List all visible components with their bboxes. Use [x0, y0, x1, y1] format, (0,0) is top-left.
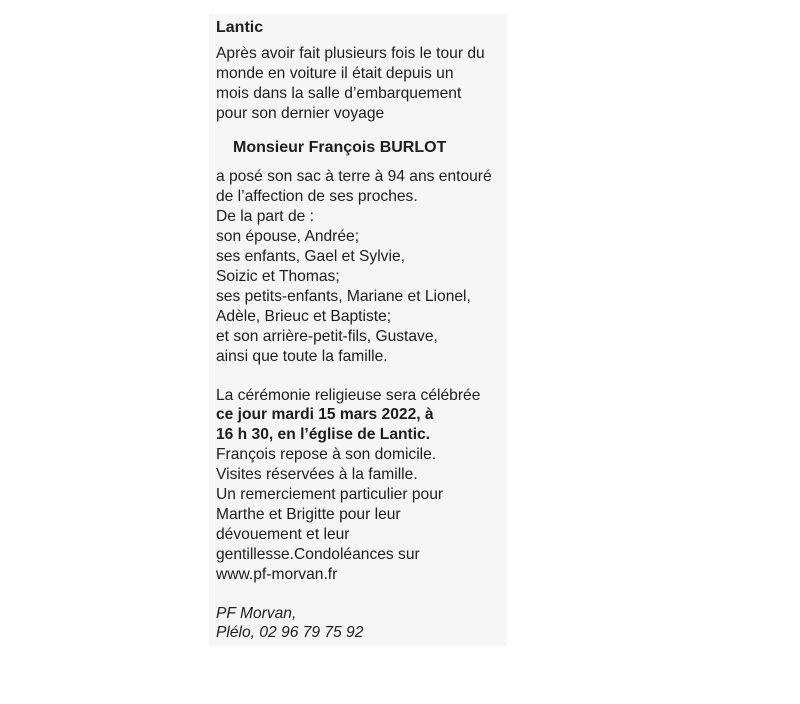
family-line: son épouse, Andrée;: [216, 228, 360, 246]
ceremony-intro: La cérémonie religieuse sera célébrée: [216, 386, 481, 404]
family-paragraph: [216, 167, 516, 366]
ceremony-detail-line: Un remerciement particulier pour: [216, 486, 444, 504]
family-line: et son arrière-petit-fils, Gustave,: [216, 327, 438, 345]
town-heading: Lantic: [216, 19, 264, 36]
ceremony-detail-line: Marthe et Brigitte pour leur: [216, 505, 401, 523]
ceremony-paragraph: [216, 386, 516, 585]
intro-line: monde en voiture il était depuis un: [216, 64, 454, 82]
family-line: a posé son sac à terre à 94 ans entouré: [216, 168, 492, 186]
ceremony-detail-line: dévouement et leur: [216, 525, 350, 543]
family-line: Soizic et Thomas;: [216, 267, 340, 285]
website-text: www.pf-morvan.fr: [216, 565, 338, 583]
family-line: Adèle, Brieuc et Baptiste;: [216, 307, 392, 325]
obituary-notice: [216, 18, 516, 643]
intro-line: mois dans la salle d’embarquement: [216, 84, 462, 102]
ceremony-detail-line: gentillesse.Condoléances sur: [216, 545, 420, 563]
ceremony-time-place: 16 h 30, en l’église de Lantic.: [216, 426, 431, 444]
ceremony-detail-line: Visites réservées à la famille.: [216, 466, 418, 484]
family-line: de l’affection de ses proches.: [216, 188, 418, 206]
family-line: De la part de :: [216, 208, 314, 226]
funeral-company: PF Morvan,: [216, 604, 297, 622]
family-line: ses enfants, Gael et Sylvie,: [216, 248, 405, 266]
intro-paragraph: [216, 44, 516, 124]
deceased-name: Monsieur François BURLOT: [233, 138, 447, 156]
family-line: ainsi que toute la famille.: [216, 347, 388, 365]
ceremony-detail-line: François repose à son domicile.: [216, 446, 437, 464]
family-line: ses petits-enfants, Mariane et Lionel,: [216, 287, 471, 305]
funeral-contact: Plélo, 02 96 79 75 92: [216, 624, 364, 642]
ceremony-date: ce jour mardi 15 mars 2022, à: [216, 406, 434, 424]
intro-line: Après avoir fait plusieurs fois le tour du: [216, 44, 485, 62]
intro-line: pour son dernier voyage: [216, 104, 385, 122]
signature: [216, 604, 516, 644]
